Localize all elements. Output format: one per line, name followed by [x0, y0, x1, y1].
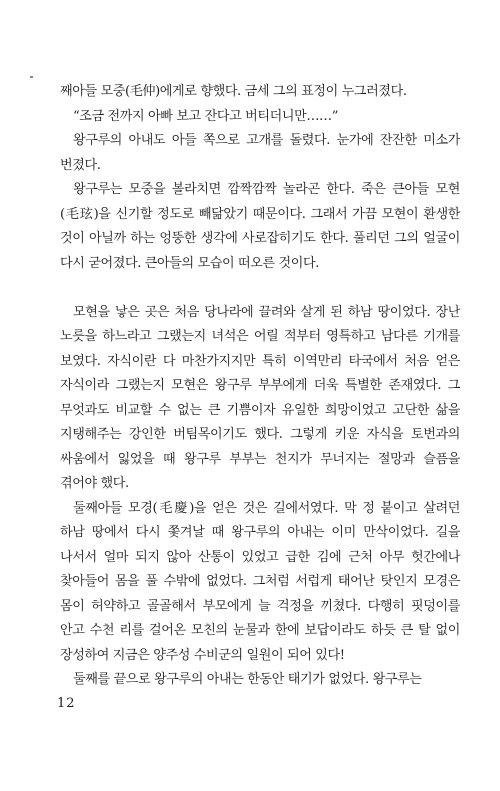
paragraph-continued: 째아들 모중(毛仲)에게로 향했다. 금세 그의 표정이 누그러졌다.	[60, 84, 407, 99]
margin-mark	[30, 76, 33, 78]
paragraph: 왕구루는 모중을 볼라치면 깜짝깜짝 놀라곤 한다. 죽은 큰아들 모현(毛玹)을 신기할 정도로 빼닮았기 때문이다. 그래서 가끔 모현이 환생한 것이 아닐까 하는 엉뚱한 생각에 사로잡히기도 한다. 풀리던 그의 얼굴이 다시 굳어졌다. 큰아들의 모습이 떠오른 것이다.	[60, 182, 460, 271]
paragraph: 왕구루의 아내도 아들 쪽으로 고개를 돌렸다. 눈가에 잔잔한 미소가 번졌다.	[60, 133, 460, 173]
paragraph-dialogue: “조금 전까지 아빠 보고 잔다고 버티더니만……”	[73, 108, 339, 124]
paragraph: 둘째아들 모경(毛慶)을 얻은 것은 길에서였다. 막 정 붙이고 살려던 하남 땅에서 다시 쫓겨날 때 왕구루의 아내는 이미 만삭이었다. 길을 나서서 얼마 되지 않아 산통이 있었고 급한 김에 근처 아무 헛간에나 찾아들어 몸을 풀 수밖에 없었다. 그처럼 서럽게 태어난 탓인지 모경은 몸이 허약하고 골골해서 부모에게 늘 걱정을 끼쳤다. 다행히 핏덩이를 안고 수천 리를 걸어온 모친의 눈물과 한에 보답이라도 하듯 큰 탈 없이 장성하여 지금은 양주성 수비군의 일원이 되어 있다!	[60, 500, 460, 663]
paragraph: 모현을 낳은 곳은 처음 당나라에 끌려와 살게 된 하남 땅이었다. 장난 노릇을 하느라고 그랬는지 녀석은 어릴 적부터 영특하고 남다른 기개를 보였다. 자식이란 다 마찬가지지만 특히 이역만리 타국에서 처음 얻은 자식이라 그랬는지 모현은 왕구루 부부에게 더욱 특별한 존재였다. 그 무엇과도 비교할 수 없는 큰 기쁨이자 유일한 희망이었고 고단한 삶을 지탱해주는 강인한 버팀목이기도 했다. 그렇게 키운 자식을 토번과의 싸움에서 잃었을 때 왕구루 부부는 천지가 무너지는 절망과 슬픔을 겪어야 했다.	[60, 304, 460, 491]
page-body	[60, 80, 460, 693]
page-number: 12	[57, 696, 76, 711]
paragraph: 둘째를 끝으로 왕구루의 아내는 한동안 태기가 없었다. 왕구루는	[73, 672, 422, 687]
